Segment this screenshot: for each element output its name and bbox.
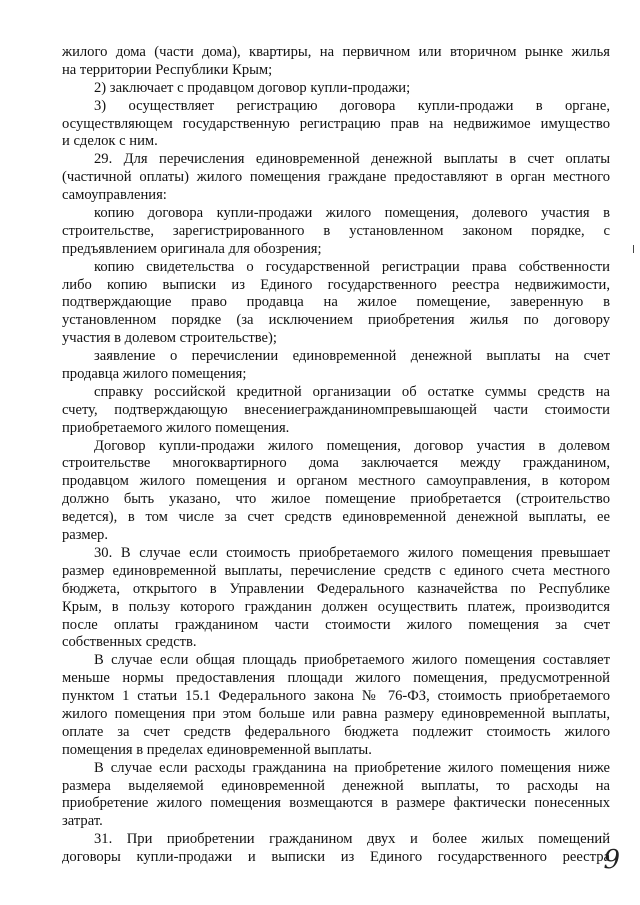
text-line: размер. xyxy=(62,527,108,544)
text-line: размера выделяемой единовременной денежной выплаты, то расходы на xyxy=(62,777,610,794)
text-line: собственных средств. xyxy=(62,634,197,651)
text-line: ведется), в том числе за счет средств единовременной денежной выплаты, ее xyxy=(62,509,610,526)
text-line: строительстве многоквартирного дома заключается между гражданином, xyxy=(62,455,610,472)
text-line: предъявлением оригинала для обозрения; xyxy=(62,240,322,257)
text-line: осуществляющем государственную регистрацию прав на недвижимое имущество xyxy=(62,115,610,132)
text-line: жилого помещения при этом больше или равна размеру единовременной выплаты, xyxy=(62,705,610,722)
margin-mark xyxy=(633,245,634,253)
text-line: помещения в пределах единовременной выплаты. xyxy=(62,741,372,758)
text-line: 3) осуществляет регистрацию договора купли-продажи в органе, xyxy=(94,97,610,114)
text-line: счету, подтверждающую внесениегражданиномпревышающей части стоимости xyxy=(62,401,610,418)
text-line: самоуправления: xyxy=(62,187,167,204)
text-line: договоры купли-продажи и выписки из Единого государственного реестра xyxy=(62,849,610,866)
text-line: строительстве, зарегистрированного в установленном законом порядке, с xyxy=(62,222,610,239)
text-line: Договор купли-продажи жилого помещения, договор участия в долевом xyxy=(94,437,610,454)
text-line: размер единовременной выплаты, перечисление средств с единого счета местного xyxy=(62,562,610,579)
text-line: либо копию выписки из Единого государственного реестра недвижимости, xyxy=(62,276,610,293)
text-line: установленном порядке (за исключением приобретения жилья по договору xyxy=(62,312,610,329)
text-line: В случае если расходы гражданина на приобретение жилого помещения ниже xyxy=(94,759,610,776)
text-line: меньше нормы предоставления площади жилого помещения, предусмотренной xyxy=(62,670,610,687)
page-number: 9 xyxy=(603,845,620,875)
text-line: на территории Республики Крым; xyxy=(62,61,273,78)
text-line: жилого дома (части дома), квартиры, на первичном или вторичном рынке жилья xyxy=(62,44,610,60)
text-line: продавцом жилого помещения и органом местного самоуправления, в котором xyxy=(62,473,610,490)
text-line: должно быть указано, что жилое помещение приобретается (строительство xyxy=(62,491,610,508)
text-line: продавца жилого помещения; xyxy=(62,366,247,383)
text-line: 31. При приобретении гражданином двух и более жилых помещений xyxy=(94,831,610,848)
text-line: В случае если общая площадь приобретаемого жилого помещения составляет xyxy=(94,652,610,669)
text-line: справку российской кредитной организации об остатке суммы средств на xyxy=(94,383,610,400)
text-line: копию договора купли-продажи жилого помещения, долевого участия в xyxy=(94,205,610,222)
text-line: участия в долевом строительстве); xyxy=(62,330,277,347)
text-line: затрат. xyxy=(62,813,103,830)
text-line: после оплаты гражданином части стоимости жилого помещения за счет xyxy=(62,616,610,633)
text-line: заявление о перечислении единовременной денежной выплаты на счет xyxy=(94,348,610,365)
text-line: и сделок с ним. xyxy=(62,133,158,150)
text-line: оплате за счет средств федерального бюджета подлежит стоимость жилого xyxy=(62,723,610,740)
text-line: Крым, в пользу которого гражданин должен осуществить платеж, производится xyxy=(62,598,610,615)
text-line: 29. Для перечисления единовременной денежной выплаты в счет оплаты xyxy=(94,151,610,168)
text-line: бюджета, открытого в Управлении Федерального казначейства по Республике xyxy=(62,580,610,597)
text-line: 2) заключает с продавцом договор купли-продажи; xyxy=(94,79,411,96)
text-line: приобретаемого жилого помещения. xyxy=(62,419,290,436)
text-line: (частичной оплаты) жилого помещения граждане предоставляют в орган местного xyxy=(62,169,610,186)
text-line: подтверждающие право продавца на жилое помещение, заверенную в xyxy=(62,294,610,311)
text-line: приобретение жилого помещения возмещаются в размере фактически понесенных xyxy=(62,795,610,812)
text-line: копию свидетельства о государственной регистрации права собственности xyxy=(94,258,610,275)
document-page xyxy=(62,44,610,867)
text-line: пунктом 1 статьи 15.1 Федерального закона № 76-ФЗ, стоимость приобретаемого xyxy=(62,688,610,705)
text-line: 30. В случае если стоимость приобретаемого жилого помещения превышает xyxy=(94,544,610,561)
